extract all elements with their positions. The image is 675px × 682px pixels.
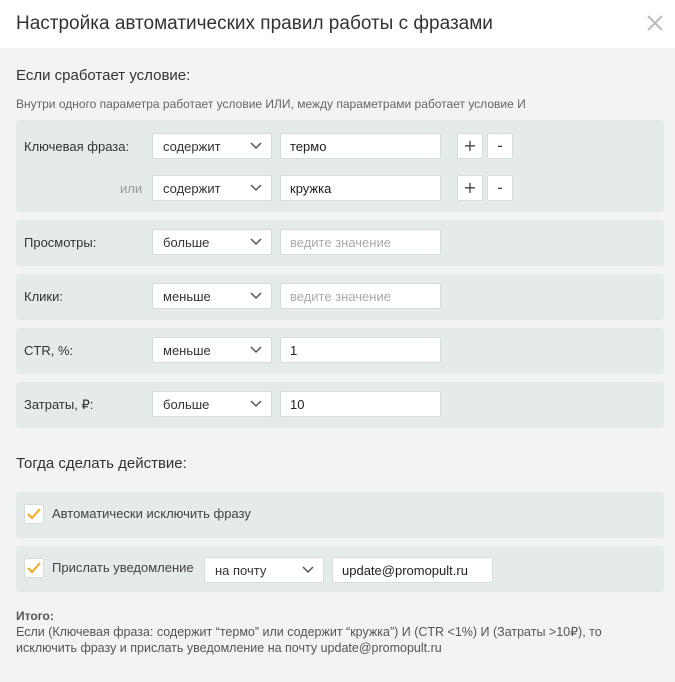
keyword-value-input-2[interactable] (280, 175, 441, 201)
conditions-title: Если сработает условие: (16, 67, 191, 84)
select-value: больше (163, 235, 210, 250)
chevron-down-icon (250, 184, 262, 192)
select-value: содержит (163, 181, 221, 196)
actions-title: Тогда сделать действие: (16, 455, 187, 472)
chevron-down-icon (250, 400, 262, 408)
exclude-checkbox[interactable] (24, 504, 44, 524)
select-value: меньше (163, 289, 211, 304)
dialog-title: Настройка автоматических правил работы с фразами (16, 13, 493, 34)
costs-label: Затраты, ₽: (24, 397, 94, 412)
remove-keyword-button-2[interactable]: - (487, 175, 513, 201)
checkmark-icon (27, 508, 41, 520)
notify-channel-select[interactable] (204, 557, 324, 583)
keyword-value-input-1[interactable] (280, 133, 441, 159)
notify-checkbox[interactable] (24, 558, 44, 578)
keyword-label: Ключевая фраза: (24, 139, 130, 154)
costs-value-input[interactable] (280, 391, 441, 417)
views-label: Просмотры: (24, 235, 97, 250)
select-value: больше (163, 397, 210, 412)
select-value: содержит (163, 139, 221, 154)
exclude-action-panel (16, 492, 664, 538)
exclude-label: Автоматически исключить фразу (52, 506, 251, 521)
add-keyword-button-2[interactable]: + (457, 175, 483, 201)
checkmark-icon (27, 562, 41, 574)
chevron-down-icon (250, 292, 262, 300)
summary-text: Если (Ключевая фраза: содержит “термо” или содержит “кружка”) И (CTR <1%) И (Затраты >10₽), то исключить фразу и прислать уведомление на почту update@promopult.ru (16, 625, 602, 655)
select-value: меньше (163, 343, 211, 358)
clicks-operator-select[interactable] (152, 283, 272, 309)
notify-action-panel (16, 546, 664, 592)
costs-condition-panel (16, 382, 664, 428)
remove-keyword-button-1[interactable]: - (487, 133, 513, 159)
chevron-down-icon (250, 238, 262, 246)
chevron-down-icon (250, 142, 262, 150)
add-keyword-button-1[interactable]: + (457, 133, 483, 159)
notify-email-input[interactable] (332, 557, 493, 583)
clicks-value-input[interactable] (280, 283, 441, 309)
close-icon (646, 14, 664, 32)
ctr-label: CTR, %: (24, 343, 74, 358)
keyword-condition-panel (16, 120, 664, 212)
summary-title: Итого: (16, 609, 54, 623)
keyword-operator-select-1[interactable] (152, 133, 272, 159)
close-button[interactable] (646, 14, 664, 32)
ctr-value-input[interactable] (280, 337, 441, 363)
clicks-condition-panel (16, 274, 664, 320)
conditions-hint: Внутри одного параметра работает условие ИЛИ, между параметрами работает условие И (16, 97, 526, 111)
views-operator-select[interactable] (152, 229, 272, 255)
ctr-condition-panel (16, 328, 664, 374)
views-value-input[interactable] (280, 229, 441, 255)
costs-operator-select[interactable] (152, 391, 272, 417)
views-condition-panel (16, 220, 664, 266)
select-value: на почту (215, 563, 267, 578)
ctr-operator-select[interactable] (152, 337, 272, 363)
keyword-operator-select-2[interactable] (152, 175, 272, 201)
dialog-header (0, 0, 675, 48)
chevron-down-icon (250, 346, 262, 354)
clicks-label: Клики: (24, 289, 63, 304)
notify-label: Прислать уведомление (52, 560, 194, 575)
or-label: или (120, 181, 143, 196)
chevron-down-icon (302, 566, 314, 574)
